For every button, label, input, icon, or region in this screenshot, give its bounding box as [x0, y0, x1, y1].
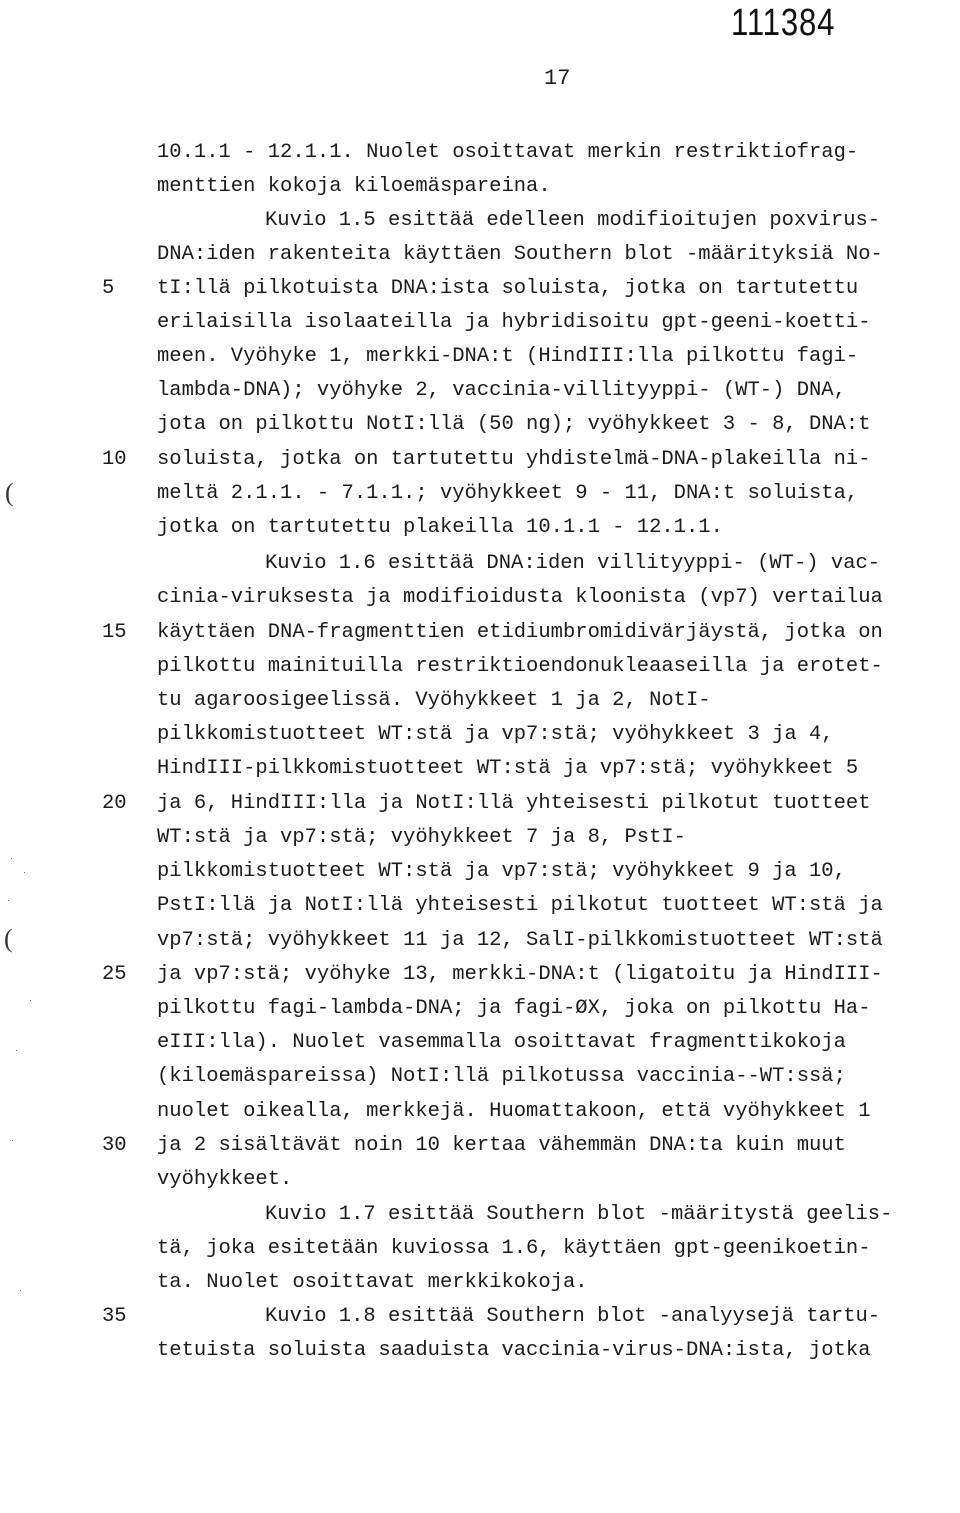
text-line: pilkkomistuotteet WT:stä ja vp7:stä; vyöhykkeet 3 ja 4,: [157, 723, 834, 746]
text-line: ja vp7:stä; vyöhyke 13, merkki-DNA:t (ligatoitu ja HindIII-: [157, 963, 883, 986]
text-line: vp7:stä; vyöhykkeet 11 ja 12, SalI-pilkkomistuotteet WT:stä: [157, 929, 883, 952]
text-line: jota on pilkottu NotI:llä (50 ng); vyöhykkeet 3 - 8, DNA:t: [157, 413, 871, 436]
text-line: meltä 2.1.1. - 7.1.1.; vyöhykkeet 9 - 11, DNA:t soluista,: [157, 482, 859, 505]
text-line: ta. Nuolet osoittavat merkkikokoja.: [157, 1271, 588, 1294]
text-line: tu agaroosigeelissä. Vyöhykkeet 1 ja 2, NotI-: [157, 689, 711, 712]
text-line: ja 6, HindIII:lla ja NotI:llä yhteisesti pilkotut tuotteet: [157, 792, 871, 815]
text-line: erilaisilla isolaateilla ja hybridisoitu gpt-geeni-koetti-: [157, 311, 871, 334]
text-line: Kuvio 1.8 esittää Southern blot -analyysejä tartu-: [265, 1305, 881, 1328]
text-line: 10.1.1 - 12.1.1. Nuolet osoittavat merkin restriktiofrag-: [157, 141, 859, 164]
text-line: tetuista soluista saaduista vaccinia-virus-DNA:ista, jotka: [157, 1339, 871, 1362]
text-line: vyöhykkeet.: [157, 1168, 293, 1191]
document-number: 111384: [731, 2, 836, 44]
text-line: HindIII-pilkkomistuotteet WT:stä ja vp7:stä; vyöhykkeet 5: [157, 757, 859, 780]
text-line: cinia-viruksesta ja modifioidusta kloonista (vp7) vertailua: [157, 586, 883, 609]
scan-speck: [11, 858, 12, 859]
text-line: menttien kokoja kiloemäspareina.: [157, 175, 551, 198]
line-number: 10: [102, 448, 127, 471]
text-line: PstI:llä ja NotI:llä yhteisesti pilkotut tuotteet WT:stä ja: [157, 894, 883, 917]
page-number: 17: [544, 66, 571, 91]
text-line: tI:llä pilkotuista DNA:ista soluista, jotka on tartutettu: [157, 277, 859, 300]
scan-speck: [8, 900, 9, 901]
text-line: pilkottu mainituilla restriktioendonukleaaseilla ja erotet-: [157, 655, 883, 678]
text-line: ja 2 sisältävät noin 10 kertaa vähemmän DNA:ta kuin muut: [157, 1134, 846, 1157]
line-number: 35: [102, 1305, 127, 1328]
text-line: pilkottu fagi-lambda-DNA; ja fagi-ØX, joka on pilkottu Ha-: [157, 997, 871, 1020]
text-line: Kuvio 1.6 esittää DNA:iden villityyppi- (WT-) vac-: [265, 552, 881, 575]
line-number: 5: [102, 277, 115, 300]
margin-mark: (: [4, 924, 13, 953]
text-line: soluista, jotka on tartutettu yhdistelmä-DNA-plakeilla ni-: [157, 448, 871, 471]
text-line: Kuvio 1.5 esittää edelleen modifioitujen poxvirus-: [265, 209, 881, 232]
text-line: WT:stä ja vp7:stä; vyöhykkeet 7 ja 8, PstI-: [157, 826, 686, 849]
text-line: meen. Vyöhyke 1, merkki-DNA:t (HindIII:lla pilkottu fagi-: [157, 345, 859, 368]
text-line: eIII:lla). Nuolet vasemmalla osoittavat fragmenttikokoja: [157, 1031, 846, 1054]
scan-speck: [12, 1140, 13, 1141]
scan-speck: [20, 1290, 21, 1291]
text-line: DNA:iden rakenteita käyttäen Southern blot -määrityksiä No-: [157, 243, 883, 266]
text-line: nuolet oikealla, merkkejä. Huomattakoon, että vyöhykkeet 1: [157, 1100, 871, 1123]
text-line: pilkkomistuotteet WT:stä ja vp7:stä; vyöhykkeet 9 ja 10,: [157, 860, 846, 883]
line-number: 15: [102, 621, 127, 644]
scan-speck: [30, 1000, 31, 1001]
line-number: 20: [102, 792, 127, 815]
text-line: lambda-DNA); vyöhyke 2, vaccinia-villityyppi- (WT-) DNA,: [157, 379, 846, 402]
scan-speck: [16, 1050, 17, 1051]
text-line: jotka on tartutettu plakeilla 10.1.1 - 12.1.1.: [157, 516, 723, 539]
margin-mark: (: [5, 478, 14, 507]
text-line: tä, joka esitetään kuviossa 1.6, käyttäen gpt-geenikoetin-: [157, 1237, 871, 1260]
text-line: (kiloemäspareissa) NotI:llä pilkotussa vaccinia--WT:ssä;: [157, 1065, 846, 1088]
text-line: Kuvio 1.7 esittää Southern blot -määritystä geelis-: [265, 1203, 893, 1226]
text-line: käyttäen DNA-fragmenttien etidiumbromidivärjäystä, jotka on: [157, 621, 883, 644]
line-number: 25: [102, 963, 127, 986]
scan-speck: [24, 872, 25, 873]
line-number: 30: [102, 1134, 127, 1157]
